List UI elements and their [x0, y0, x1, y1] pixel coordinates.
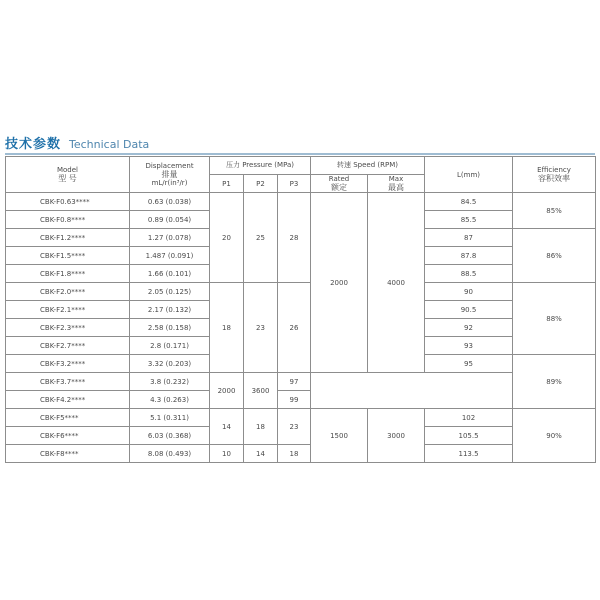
- header-displacement: [130, 157, 210, 193]
- header-disp-en: Displacement: [145, 161, 194, 170]
- header-p1: P1: [210, 175, 244, 193]
- section-title: [5, 133, 595, 151]
- p3-cell: 28: [278, 193, 311, 283]
- header-speed: 转速 Speed (RPM): [311, 157, 425, 175]
- title-english: Technical Data: [69, 138, 150, 151]
- model-cell: CBK-F4.2****: [6, 391, 130, 409]
- displacement-cell: 1.487 (0.091): [130, 247, 210, 265]
- efficiency-cell: 88%: [513, 283, 596, 355]
- header-eff-cn: 容积效率: [538, 174, 571, 184]
- table-row: [6, 445, 596, 463]
- displacement-cell: 3.32 (0.203): [130, 355, 210, 373]
- header-rated-en: Rated: [328, 175, 350, 183]
- efficiency-cell: 90%: [513, 409, 596, 463]
- table-row: [6, 283, 596, 301]
- max-speed-cell: 3000: [368, 409, 425, 463]
- rated-speed-cell: 1500: [311, 409, 368, 463]
- displacement-cell: 5.1 (0.311): [130, 409, 210, 427]
- displacement-cell: 8.08 (0.493): [130, 445, 210, 463]
- p2-cell: 23: [244, 283, 278, 373]
- model-cell: CBK-F5****: [6, 409, 130, 427]
- header-p2: P2: [244, 175, 278, 193]
- model-cell: CBK-F0.63****: [6, 193, 130, 211]
- length-cell: 84.5: [425, 193, 513, 211]
- header-disp-cn: 排量: [161, 170, 178, 180]
- header-pressure: 压力 Pressure (MPa): [210, 157, 311, 175]
- displacement-cell: 4.3 (0.263): [130, 391, 210, 409]
- length-cell: 95: [425, 355, 513, 373]
- table-row: [6, 409, 596, 427]
- length-cell: 90.5: [425, 301, 513, 319]
- length-cell: 105.5: [425, 427, 513, 445]
- displacement-cell: 1.66 (0.101): [130, 265, 210, 283]
- length-cell: 88.5: [425, 265, 513, 283]
- length-cell: 87.8: [425, 247, 513, 265]
- max-speed-cell: 3600: [244, 373, 278, 409]
- header-eff-en: Efficiency: [537, 166, 571, 174]
- length-cell: 92: [425, 319, 513, 337]
- header-model-cn: 型 号: [58, 174, 77, 184]
- header-row-1: [6, 157, 596, 175]
- title-chinese: 技术参数: [5, 137, 62, 152]
- efficiency-cell: 85%: [513, 193, 596, 229]
- model-cell: CBK-F2.7****: [6, 337, 130, 355]
- table-row: [6, 391, 596, 409]
- model-cell: CBK-F0.8****: [6, 211, 130, 229]
- header-disp-unit: mL/r(in³/r): [151, 179, 188, 188]
- displacement-cell: 2.17 (0.132): [130, 301, 210, 319]
- length-cell: 90: [425, 283, 513, 301]
- header-rated-cn: 额定: [331, 183, 347, 193]
- model-cell: CBK-F8****: [6, 445, 130, 463]
- header-rated: [311, 175, 368, 193]
- length-cell: 102: [425, 409, 513, 427]
- header-max-en: Max: [388, 175, 404, 183]
- header-model: [6, 157, 130, 193]
- max-speed-cell: 4000: [368, 193, 425, 373]
- p1-cell: 14: [210, 409, 244, 445]
- table-row: [6, 373, 596, 391]
- efficiency-cell: 89%: [513, 355, 596, 409]
- displacement-cell: 2.58 (0.158): [130, 319, 210, 337]
- table-row: [6, 193, 596, 211]
- title-divider: [5, 153, 595, 155]
- length-cell: 93: [425, 337, 513, 355]
- displacement-cell: 2.8 (0.171): [130, 337, 210, 355]
- model-cell: CBK-F3.7****: [6, 373, 130, 391]
- efficiency-cell: 86%: [513, 229, 596, 283]
- displacement-cell: 0.89 (0.054): [130, 211, 210, 229]
- length-cell: 87: [425, 229, 513, 247]
- displacement-cell: 2.05 (0.125): [130, 283, 210, 301]
- model-cell: CBK-F2.1****: [6, 301, 130, 319]
- displacement-cell: 0.63 (0.038): [130, 193, 210, 211]
- model-cell: CBK-F1.2****: [6, 229, 130, 247]
- rated-speed-cell: 2000: [210, 373, 244, 409]
- rated-speed-cell: 2000: [311, 193, 368, 373]
- p2-cell: 25: [244, 193, 278, 283]
- p1-cell: 10: [210, 445, 244, 463]
- length-cell: 97: [278, 373, 311, 391]
- model-cell: CBK-F2.0****: [6, 283, 130, 301]
- length-cell: 113.5: [425, 445, 513, 463]
- model-cell: CBK-F6****: [6, 427, 130, 445]
- p3-cell: 26: [278, 283, 311, 373]
- model-cell: CBK-F1.8****: [6, 265, 130, 283]
- header-max-cn: 最高: [388, 183, 404, 193]
- header-length: L(mm): [425, 157, 513, 193]
- p1-cell: 18: [210, 283, 244, 373]
- p1-cell: 20: [210, 193, 244, 283]
- model-cell: CBK-F1.5****: [6, 247, 130, 265]
- header-model-en: Model: [56, 166, 79, 174]
- p2-cell: 14: [244, 445, 278, 463]
- p3-cell: 23: [278, 409, 311, 445]
- p3-cell: 18: [278, 445, 311, 463]
- model-cell: CBK-F3.2****: [6, 355, 130, 373]
- displacement-cell: 1.27 (0.078): [130, 229, 210, 247]
- header-efficiency: [513, 157, 596, 193]
- p2-cell: 18: [244, 409, 278, 445]
- header-p3: P3: [278, 175, 311, 193]
- length-cell: 85.5: [425, 211, 513, 229]
- displacement-cell: 6.03 (0.368): [130, 427, 210, 445]
- displacement-cell: 3.8 (0.232): [130, 373, 210, 391]
- length-cell: 99: [278, 391, 311, 409]
- header-max: [368, 175, 425, 193]
- model-cell: CBK-F2.3****: [6, 319, 130, 337]
- technical-data-table: [5, 156, 596, 463]
